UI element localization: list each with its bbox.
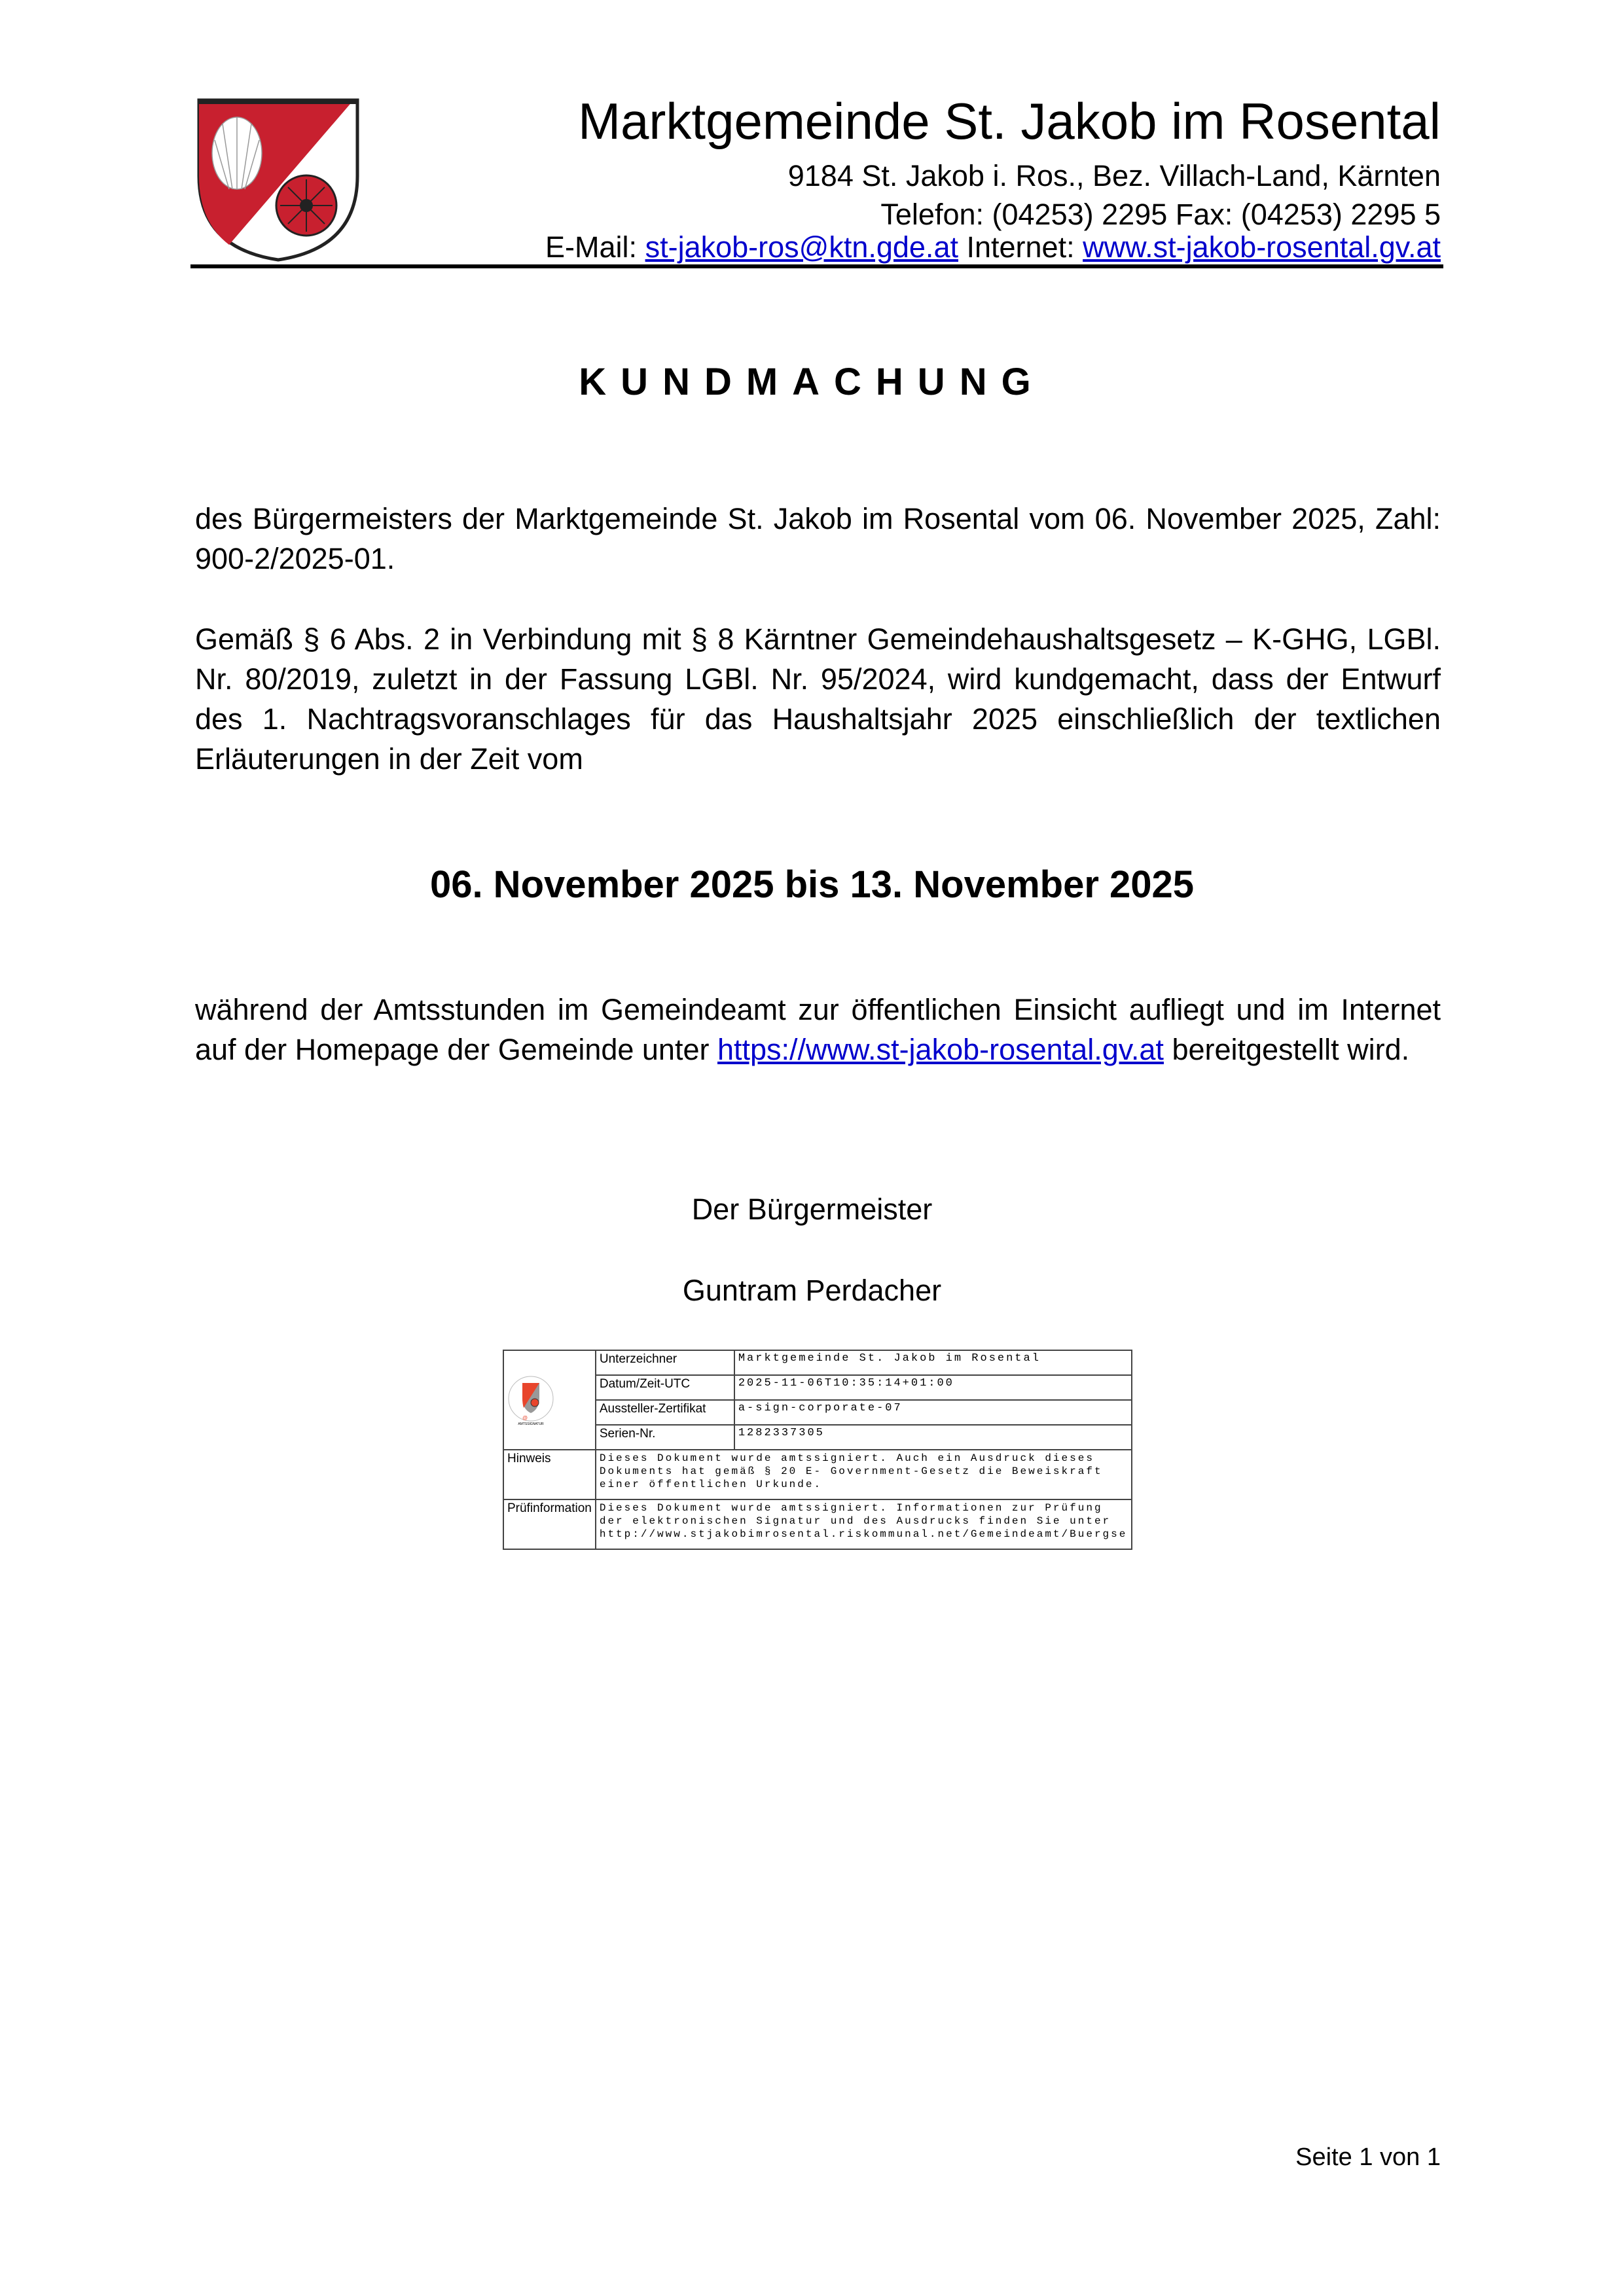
municipality-title: Marktgemeinde St. Jakob im Rosental bbox=[578, 92, 1441, 150]
coat-of-arms-logo bbox=[196, 98, 360, 262]
signature-block bbox=[503, 1350, 1132, 1550]
address: 9184 St. Jakob i. Ros., Bez. Villach-Land, Kärnten bbox=[787, 159, 1441, 192]
inspection-period: 06. November 2025 bis 13. November 2025 bbox=[429, 863, 1195, 906]
signer-title: Der Bürgermeister bbox=[691, 1193, 933, 1226]
signer-label: Unterzeichner bbox=[596, 1350, 734, 1375]
hinweis-text: Dieses Dokument wurde amtssigniert. Auch ein Ausdruck dieses Dokuments hat gemäß § 20 E- Government-Gesetz die Beweiskraft einer öffentlichen Urkunde. bbox=[596, 1450, 1132, 1499]
inspection-paragraph bbox=[195, 990, 1441, 1069]
svg-text:@: @ bbox=[522, 1414, 528, 1421]
seal-label: AMTSSIGNATUR bbox=[518, 1422, 544, 1426]
header-divider bbox=[190, 264, 1443, 268]
signer-value: Marktgemeinde St. Jakob im Rosental bbox=[734, 1350, 1132, 1375]
phone-fax: Telefon: (04253) 2295 Fax: (04253) 2295 5 bbox=[880, 198, 1441, 231]
internet-label: Internet: bbox=[966, 230, 1075, 264]
legal-paragraph: Gemäß § 6 Abs. 2 in Verbindung mit § 8 Kärntner Gemeindehaushaltsgesetz – K-GHG, LGBl. Nr. 80/2019, zuletzt in der Fassung LGBl. Nr. 95/2024, wird kundgemacht, dass der Entwurf des 1. Nachtragsvoranschlages für das Haushaltsjahr 2025 einschließlich der textlichen Erläuterungen in der Zeit vom bbox=[195, 622, 1441, 776]
email-link[interactable]: st-jakob-ros@ktn.gde.at bbox=[645, 230, 958, 264]
website-link[interactable]: www.st-jakob-rosental.gv.at bbox=[1083, 230, 1441, 264]
datetime-value: 2025-11-06T10:35:14+01:00 bbox=[734, 1375, 1132, 1400]
pruefinfo-text: Dieses Dokument wurde amtssigniert. Informationen zur Prüfung der elektronischen Signatur und des Ausdrucks finden Sie unter http://www.stjakobimrosental.riskommunal.net/Gemeindeamt/Buergse bbox=[596, 1499, 1132, 1549]
certificate-label: Aussteller-Zertifikat bbox=[596, 1400, 734, 1425]
seal-cell bbox=[503, 1350, 596, 1450]
homepage-link[interactable]: https://www.st-jakob-rosental.gv.at bbox=[717, 1033, 1164, 1066]
serial-value: 1282337305 bbox=[734, 1425, 1132, 1450]
official-seal-icon bbox=[505, 1357, 556, 1441]
email-label: E-Mail: bbox=[545, 230, 638, 264]
hinweis-label: Hinweis bbox=[503, 1450, 596, 1499]
serial-label: Serien-Nr. bbox=[596, 1425, 734, 1450]
certificate-value: a-sign-corporate-07 bbox=[734, 1400, 1132, 1425]
contact-line bbox=[458, 230, 1441, 264]
document-heading: KUNDMACHUNG bbox=[579, 361, 1045, 403]
datetime-label: Datum/Zeit-UTC bbox=[596, 1375, 734, 1400]
inspection-text: während der Amtsstunden im Gemeindeamt zur öffentlichen Einsicht aufliegt und im Internet auf der Homepage der Gemeinde unter bbox=[195, 993, 1441, 1066]
signer-name: Guntram Perdacher bbox=[682, 1274, 942, 1307]
intro-paragraph: des Bürgermeisters der Marktgemeinde St. Jakob im Rosental vom 06. November 2025, Zahl: 900-2/2025-01. bbox=[195, 502, 1441, 575]
inspection-text-end: bereitgestellt wird. bbox=[1163, 1033, 1410, 1066]
pruefinfo-label: Prüfinformation bbox=[503, 1499, 596, 1549]
page-number: Seite 1 von 1 bbox=[1295, 2144, 1441, 2171]
